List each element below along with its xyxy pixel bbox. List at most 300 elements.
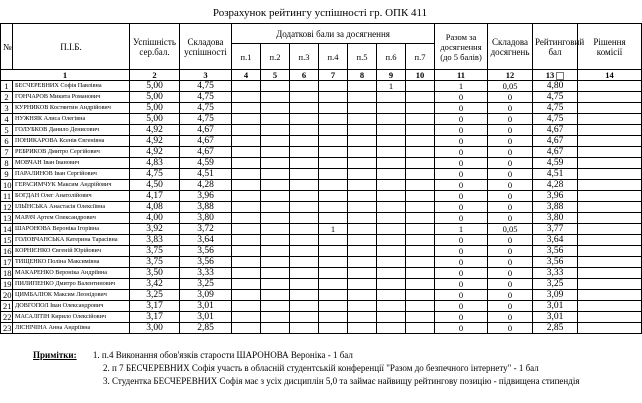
extra-points: [406, 290, 435, 301]
table-row: [1, 279, 642, 290]
row-number: 10: [1, 180, 13, 191]
student-first-name: Ксенія Євгенівна: [59, 137, 105, 145]
extra-points: [319, 301, 348, 312]
extra-points: [406, 301, 435, 312]
student-surname: ДОВГОПОЛ: [15, 302, 49, 310]
success-component: 3,96: [180, 191, 232, 202]
header-achievements: Складова досягнень: [488, 24, 533, 70]
student-name: [13, 169, 130, 180]
extra-points: [290, 191, 319, 202]
achievements-component: 0: [488, 180, 533, 191]
extra-points: [261, 180, 290, 191]
achievements-total: 0: [435, 268, 488, 279]
achievements-component: 0: [488, 92, 533, 103]
extra-points: [406, 213, 435, 224]
row-number: 8: [1, 158, 13, 169]
extra-points: [406, 257, 435, 268]
rating-score: 3,09: [533, 290, 578, 301]
student-name: [13, 81, 130, 92]
student-first-name: Максим Андрійович: [57, 181, 112, 189]
extra-points: [290, 103, 319, 114]
achievements-component: 0: [488, 114, 533, 125]
commission-decision: [578, 312, 642, 323]
student-surname: МАСАЛІТІН: [15, 313, 50, 321]
extra-points: [348, 81, 377, 92]
extra-points: [261, 290, 290, 301]
column-number: 6: [290, 70, 319, 81]
student-surname: БОГДАН: [15, 192, 40, 200]
extra-points: [232, 246, 261, 257]
extra-points: [377, 213, 406, 224]
extra-points: [232, 312, 261, 323]
commission-decision: [578, 257, 642, 268]
extra-points: [290, 246, 319, 257]
extra-points: [319, 268, 348, 279]
student-name: [13, 103, 130, 114]
avg-grade: 3,83: [130, 235, 180, 246]
extra-points: [261, 103, 290, 114]
rating-score: 3,56: [533, 257, 578, 268]
extra-points: [290, 147, 319, 158]
extra-points: [290, 114, 319, 125]
header-extra-item: п.4: [319, 44, 348, 70]
achievements-total: 1: [435, 81, 488, 92]
commission-decision: [578, 169, 642, 180]
extra-points: [290, 224, 319, 235]
extra-points: [232, 257, 261, 268]
extra-points: [261, 158, 290, 169]
extra-points: [406, 114, 435, 125]
achievements-component: 0: [488, 235, 533, 246]
student-name: [13, 136, 130, 147]
extra-points: [348, 290, 377, 301]
achievements-total: 0: [435, 235, 488, 246]
row-number: 12: [1, 202, 13, 213]
student-name: [13, 224, 130, 235]
rating-table: [0, 23, 642, 334]
table-row: [1, 191, 642, 202]
extra-points: [377, 301, 406, 312]
achievements-component: 0: [488, 158, 533, 169]
success-component: 3,09: [180, 290, 232, 301]
avg-grade: 3,92: [130, 224, 180, 235]
table-row: [1, 180, 642, 191]
achievements-component: 0: [488, 191, 533, 202]
commission-decision: [578, 136, 642, 147]
extra-points: [348, 191, 377, 202]
extra-points: [261, 169, 290, 180]
extra-points: [348, 323, 377, 334]
achievements-total: 0: [435, 257, 488, 268]
column-number-row: [1, 70, 642, 81]
page-title: Розрахунок рейтингу успішності гр. ОПК 411: [212, 7, 428, 19]
table-row: [1, 158, 642, 169]
achievements-component: 0: [488, 279, 533, 290]
extra-points: [406, 246, 435, 257]
student-name: [13, 191, 130, 202]
student-name: [13, 92, 130, 103]
rating-score: 3,88: [533, 202, 578, 213]
table-row: [1, 246, 642, 257]
achievements-component: 0: [488, 125, 533, 136]
extra-points: [377, 114, 406, 125]
row-number: 5: [1, 125, 13, 136]
avg-grade: 4,75: [130, 169, 180, 180]
commission-decision: [578, 202, 642, 213]
table-row: [1, 81, 642, 92]
student-surname: МАКАРЕНКО: [15, 269, 54, 277]
row-number: 4: [1, 114, 13, 125]
student-first-name: Іван Сергійович: [54, 170, 97, 178]
extra-points: [377, 180, 406, 191]
extra-points: [348, 257, 377, 268]
extra-points: [348, 246, 377, 257]
extra-points: [232, 103, 261, 114]
student-first-name: Іван Олександрович: [50, 302, 104, 310]
table-row: [1, 323, 642, 334]
student-surname: ЛІСНІЧІНА: [15, 324, 47, 332]
header-extra-item: п.7: [406, 44, 435, 70]
extra-points: [290, 81, 319, 92]
commission-decision: [578, 323, 642, 334]
student-first-name: Данило Денисович: [48, 126, 99, 134]
filter-marker-icon: [556, 72, 564, 80]
rating-score: 4,80: [533, 81, 578, 92]
extra-points: [377, 323, 406, 334]
extra-points: [261, 323, 290, 334]
achievements-component: 0: [488, 136, 533, 147]
achievements-total: 0: [435, 103, 488, 114]
avg-grade: 5,00: [130, 92, 180, 103]
extra-points: [348, 136, 377, 147]
extra-points: [232, 213, 261, 224]
header-name: П.І.Б.: [13, 24, 130, 70]
column-number: 9: [377, 70, 406, 81]
extra-points: [348, 213, 377, 224]
student-name: [13, 257, 130, 268]
header-component: Складова успішності: [180, 24, 232, 70]
extra-points: [232, 92, 261, 103]
header-extra-group: Додаткові бали за досягнення: [232, 24, 435, 44]
student-name: [13, 125, 130, 136]
achievements-total: 0: [435, 158, 488, 169]
achievements-total: 0: [435, 301, 488, 312]
student-name: [13, 301, 130, 312]
success-component: 4,67: [180, 125, 232, 136]
rating-score: 3,56: [533, 246, 578, 257]
row-number: 6: [1, 136, 13, 147]
extra-points: [261, 191, 290, 202]
achievements-total: 0: [435, 92, 488, 103]
student-first-name: Дмитро Сергійович: [47, 148, 100, 156]
avg-grade: 4,92: [130, 125, 180, 136]
extra-points: 1: [377, 81, 406, 92]
rating-score: 4,75: [533, 103, 578, 114]
table-row: [1, 224, 642, 235]
achievements-component: 0,05: [488, 224, 533, 235]
table-row: [1, 312, 642, 323]
extra-points: [406, 235, 435, 246]
rating-score: 3,01: [533, 301, 578, 312]
header-extra-item: п.3: [290, 44, 319, 70]
header-num: №: [1, 24, 13, 70]
student-first-name: Алиса Олегівна: [43, 115, 86, 123]
success-component: 3,25: [180, 279, 232, 290]
extra-points: [261, 312, 290, 323]
student-name: [13, 180, 130, 191]
student-surname: ГОЛУБКОВ: [15, 126, 48, 134]
extra-points: [319, 92, 348, 103]
student-surname: ГЕРАСИМЧУК: [15, 181, 56, 189]
extra-points: [348, 103, 377, 114]
table-row: [1, 169, 642, 180]
achievements-total: 0: [435, 169, 488, 180]
avg-grade: 4,92: [130, 136, 180, 147]
extra-points: [232, 224, 261, 235]
success-component: 4,59: [180, 158, 232, 169]
avg-grade: 3,75: [130, 246, 180, 257]
achievements-component: 0,05: [488, 81, 533, 92]
row-number: 7: [1, 147, 13, 158]
achievements-total: 0: [435, 125, 488, 136]
achievements-total: 0: [435, 290, 488, 301]
extra-points: [290, 279, 319, 290]
student-surname: КОРНІЄНКО: [15, 247, 51, 255]
extra-points: [290, 235, 319, 246]
success-component: 3,56: [180, 246, 232, 257]
extra-points: [232, 180, 261, 191]
student-name: [13, 312, 130, 323]
student-name: [13, 323, 130, 334]
achievements-component: 0: [488, 103, 533, 114]
student-surname: ІЛЬЇНСЬКА: [15, 203, 48, 211]
extra-points: [290, 323, 319, 334]
extra-points: [319, 279, 348, 290]
extra-points: [319, 257, 348, 268]
extra-points: [406, 81, 435, 92]
student-name: [13, 235, 130, 246]
column-number: 2: [130, 70, 180, 81]
student-first-name: Артем Олександрович: [36, 214, 96, 222]
achievements-total: 0: [435, 312, 488, 323]
achievements-component: 0: [488, 202, 533, 213]
avg-grade: 3,25: [130, 290, 180, 301]
student-first-name: Анна Андріївна: [48, 324, 91, 332]
header-extra-item: п.1: [232, 44, 261, 70]
commission-decision: [578, 246, 642, 257]
extra-points: [377, 158, 406, 169]
notes-label: Примітки:: [33, 350, 77, 360]
avg-grade: 4,08: [130, 202, 180, 213]
extra-points: [348, 158, 377, 169]
extra-points: [406, 103, 435, 114]
extra-points: [377, 290, 406, 301]
achievements-component: 0: [488, 213, 533, 224]
row-number: 1: [1, 81, 13, 92]
commission-decision: [578, 81, 642, 92]
extra-points: [348, 114, 377, 125]
extra-points: [232, 191, 261, 202]
achievements-total: 1: [435, 224, 488, 235]
student-surname: КУРНИКОВ: [15, 104, 49, 112]
extra-points: [319, 180, 348, 191]
extra-points: [377, 312, 406, 323]
extra-points: [406, 158, 435, 169]
extra-points: [348, 180, 377, 191]
extra-points: [406, 147, 435, 158]
student-first-name: Дмитро Валентинович: [55, 280, 116, 288]
extra-points: [406, 92, 435, 103]
column-number: 8: [348, 70, 377, 81]
table-row: [1, 213, 642, 224]
student-first-name: Софія Павлівна: [60, 82, 102, 90]
avg-grade: 3,00: [130, 323, 180, 334]
extra-points: [319, 125, 348, 136]
extra-points: [232, 136, 261, 147]
rating-score: 3,80: [533, 213, 578, 224]
success-component: 3,56: [180, 257, 232, 268]
success-component: 2,85: [180, 323, 232, 334]
table-row: [1, 92, 642, 103]
avg-grade: 3,50: [130, 268, 180, 279]
row-number: 16: [1, 246, 13, 257]
column-number: 14: [578, 70, 642, 81]
extra-points: [377, 191, 406, 202]
extra-points: [377, 257, 406, 268]
table-row: [1, 125, 642, 136]
student-first-name: Максим Леонідович: [53, 291, 107, 299]
extra-points: [406, 169, 435, 180]
extra-points: [261, 81, 290, 92]
achievements-total: 0: [435, 279, 488, 290]
rows-body: [1, 81, 642, 334]
table-row: [1, 136, 642, 147]
rating-score: 4,75: [533, 114, 578, 125]
student-name: [13, 202, 130, 213]
extra-points: [232, 147, 261, 158]
extra-points: [348, 312, 377, 323]
avg-grade: 4,17: [130, 191, 180, 202]
note-item: 2. п 7 БЕСЧЕРЕВНИХ Софія участь в обласній студентській конференції "Разом до безпечного інтернету" - 1 бал: [103, 363, 539, 373]
rating-score: 3,96: [533, 191, 578, 202]
student-surname: ГОЛОВЧАНСЬКА: [15, 236, 65, 244]
extra-points: [319, 246, 348, 257]
extra-points: [406, 180, 435, 191]
extra-points: [290, 180, 319, 191]
student-surname: НУЖНЯК: [15, 115, 43, 123]
extra-points: [232, 323, 261, 334]
achievements-total: 0: [435, 246, 488, 257]
row-number: 3: [1, 103, 13, 114]
student-first-name: Олег Анатолійович: [40, 192, 92, 200]
achievements-total: 0: [435, 202, 488, 213]
extra-points: [319, 81, 348, 92]
header-extra-item: п.6: [377, 44, 406, 70]
success-component: 4,67: [180, 136, 232, 147]
student-surname: МАРАЧ: [15, 214, 36, 222]
student-first-name: Кирило Олексійович: [51, 313, 107, 321]
success-component: 3,72: [180, 224, 232, 235]
extra-points: [406, 279, 435, 290]
avg-grade: 3,17: [130, 301, 180, 312]
extra-points: [348, 224, 377, 235]
student-surname: ПОНИКАРОВА: [15, 137, 58, 145]
extra-points: [261, 125, 290, 136]
avg-grade: 3,42: [130, 279, 180, 290]
success-component: 3,88: [180, 202, 232, 213]
extra-points: [348, 92, 377, 103]
student-surname: РЕБРИКОВ: [15, 148, 47, 156]
success-component: 4,75: [180, 103, 232, 114]
row-number: 15: [1, 235, 13, 246]
extra-points: [232, 81, 261, 92]
extra-points: [377, 279, 406, 290]
student-first-name: Поліна Максимівна: [47, 258, 100, 266]
extra-points: [290, 125, 319, 136]
rating-score: 3,33: [533, 268, 578, 279]
extra-points: [348, 125, 377, 136]
student-first-name: Костянтин Андрійович: [49, 104, 111, 112]
avg-grade: 5,00: [130, 81, 180, 92]
row-number: 17: [1, 257, 13, 268]
rating-score: 3,25: [533, 279, 578, 290]
column-number: 7: [319, 70, 348, 81]
commission-decision: [578, 92, 642, 103]
table-row: [1, 114, 642, 125]
extra-points: [348, 301, 377, 312]
rating-score: 4,75: [533, 92, 578, 103]
rating-score: 4,51: [533, 169, 578, 180]
student-surname: ШАРОНОВА: [15, 225, 51, 233]
rating-score: 4,67: [533, 147, 578, 158]
header-rating: Рейтинговий бал: [533, 24, 578, 70]
extra-points: [348, 235, 377, 246]
commission-decision: [578, 301, 642, 312]
commission-decision: [578, 147, 642, 158]
row-number: 19: [1, 279, 13, 290]
commission-decision: [578, 191, 642, 202]
extra-points: [377, 202, 406, 213]
extra-points: [290, 92, 319, 103]
student-surname: ЦИМБАЛЮК: [15, 291, 53, 299]
avg-grade: 4,50: [130, 180, 180, 191]
extra-points: [290, 169, 319, 180]
extra-points: [348, 147, 377, 158]
success-component: 4,75: [180, 81, 232, 92]
row-number: 11: [1, 191, 13, 202]
extra-points: [406, 312, 435, 323]
extra-points: [319, 202, 348, 213]
student-first-name: Микита Романович: [49, 93, 101, 101]
student-first-name: Анастасія Олексіївна: [49, 203, 106, 211]
extra-points: [377, 224, 406, 235]
extra-points: [319, 191, 348, 202]
extra-points: [348, 268, 377, 279]
avg-grade: 4,83: [130, 158, 180, 169]
extra-points: [290, 136, 319, 147]
success-component: 4,51: [180, 169, 232, 180]
achievements-component: 0: [488, 246, 533, 257]
table-row: [1, 235, 642, 246]
achievements-total: 0: [435, 213, 488, 224]
avg-grade: 3,75: [130, 257, 180, 268]
row-number: 20: [1, 290, 13, 301]
table-row: [1, 301, 642, 312]
extra-points: [319, 114, 348, 125]
extra-points: [290, 213, 319, 224]
student-name: [13, 147, 130, 158]
column-number: 3: [180, 70, 232, 81]
